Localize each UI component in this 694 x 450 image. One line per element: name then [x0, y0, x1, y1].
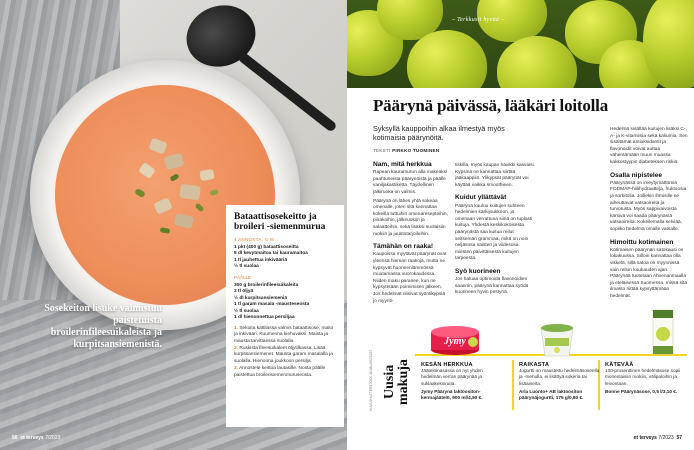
subheading: Kuidut yllättävät	[455, 194, 507, 202]
body-paragraph: Päärynässä on imeytymättömiä FODMAP-hiilihydraatteja, fruktoosia ja sorbitolia. Joillekin ihmisille ne aiheuttavat vatsaoireita ja turvotusta. Myös sappivaivoista kärsivä voi saada päärynästä vatsaoireita. Kokeilemalla selviää, sopiiko hedelmä omalle vatsalle.	[610, 180, 687, 233]
article-headline: Päärynä päivässä, lääkäri loitolla	[373, 96, 608, 115]
section-tag: – Terkkusti hyvää –	[452, 17, 505, 23]
product-description: Jogurtti on maustettu hedelmäsoseella ja -mehulla, ei lisättyä sokeria tai lisäaineita.	[519, 368, 600, 386]
body-paragraph: Rapean kauramurun alla makeaksi paahtuneista päärynöistä ja päälle vaniljakastiketta. Täydellinen jälkiruoka on valmis.	[373, 170, 448, 195]
body-paragraph: Päärynä kuuluu kuitujen suhteen hedelmien kärkijoukkoon, ja omenaan verrattuna siinä on tuplasti kuituja. Yhdestä keskikokoisesta päärynästä saa kuitua reilut seitsemän grammaa, mikä on noin neljäsosa naisten ja viidesosa miesten päivittäisestä kuitujen tarpeesta.	[455, 203, 533, 262]
puree-carton-image	[649, 306, 677, 356]
subheading: Himoittu kotimainen	[610, 238, 674, 246]
subheading: Osalla nipistelee	[610, 171, 663, 179]
folio-right: et terveys 7/2023 57	[633, 435, 682, 441]
body-paragraph: Hedelmä sisältää kuitujen lisäksi C-, A- ja K-vitamiinia sekä kaliumia. Sen sisältämät antioksidantit ja flavonoidit voivat auttaa vähentämään muun muassa kakkostyypin diabeteksen riskiä.	[610, 127, 688, 166]
yogurt-cup-image	[537, 322, 577, 358]
photo-credit: KUVA SHUTTERSTOCK JA VALMISTAJAT	[369, 349, 373, 411]
product-meta: Bonne Päärynäsose, 0,5 l/3,10 €.	[605, 389, 678, 395]
ingredient-item: 1 tl garam masala -mausteseosta	[234, 302, 310, 308]
ingredient-item: 1 pkt (400 g) bataattisoseitta	[234, 244, 299, 250]
article-column-2	[455, 163, 535, 299]
recipe-card	[226, 205, 344, 427]
product-description: 100-prosenttinen hedelmäsose sopii monenlaisiin ruokiin, välipaloihin ja leivontaan.	[605, 368, 681, 386]
recipe-steps	[234, 326, 336, 380]
ice-cream-tub-image	[429, 322, 481, 356]
pear-image	[347, 0, 694, 88]
ingredient-item: ½ tl suolaa	[234, 264, 259, 270]
recipe-step: 1. Sekoita kattilassa valmis bataattisose, maito ja inkivääri. Kuumenna kiehuvaksi. Maista ja mausta tarvittaessa suolalla.	[234, 325, 334, 344]
brand-logo-text: Jymy	[444, 336, 466, 347]
article-lede: Syksyllä kauppoihin alkaa ilmestyä myös kotimaisia päärynöitä.	[373, 124, 505, 143]
ingredient-item: 5 dl kevytmaitoa tai kauramaitoa	[234, 251, 308, 257]
article-column-1	[373, 160, 449, 307]
product-heading: KÄTEVÄÄ	[605, 362, 634, 368]
photo-caption: Sosekeiton lisuke valmistuu paistetuista broilerinfileesuikaleista ja kurpitsansiemenistä.	[44, 303, 162, 350]
product-description: Jäätelöinasassa on nyt yhden hedelmän verran päärynää ja suklaakeksiruita.	[421, 368, 483, 386]
article-column-3	[610, 127, 688, 303]
body-paragraph: Kotimaisen päärynän satokausi on lokakuussa. Silloin kannattaa olla vikkelä, sillä satoa on myynnissä vain reilun kuukauden ajan. Päärynää tuotetaan Ahvenanmaalla ja eteläisessä Suomessa, missä sitä ilmasto riittää kypsyttämään hedelmät.	[610, 247, 688, 299]
product-heading: RAIKASTA	[519, 362, 550, 368]
body-paragraph: tiskillä, myös kaupan hävikki kasvaisi. Kypsinä ne kannattaa siirtää jääkaappiin. Ylikypsät päärynät voi käyttää vaikka smoothieen.	[455, 163, 535, 188]
recipe-servings: 4 ANNOSTA, G M	[234, 236, 275, 242]
subheading: Nam, mitä herkkua	[373, 161, 432, 168]
body-paragraph: Päärynä on lähes yhtä sokeaa omenalle, joten sitä kannattaa kokeilla tuttuihin omenaresepteihin, piirakoihin, jälkiruokiin ja salaatteihin, sekä lisäksi suolaisiin ruokiin ja juustotarjoiluihin.	[373, 198, 448, 237]
ingredient-item: 1 tl jauhettua inkivääriä	[234, 257, 288, 263]
ingredient-item: 300 g broilerinfileesuikaleita	[234, 282, 299, 288]
body-paragraph: Jos haluaa optimoida flavonoidien saannin, päärynä kannattaa syödä kuorineen hyvin pestynä.	[455, 277, 529, 296]
topping-ingredient-list	[234, 283, 336, 322]
divider	[512, 360, 514, 410]
subheading: Syö kuorineen	[455, 268, 501, 276]
recipe-step: 3. Annostele keittoa lautasille. Nosta päälle paistettua broilerisiemenmuruseosta.	[234, 366, 326, 378]
folio-left: 56 et terveys 7/2023	[12, 435, 61, 441]
ingredient-item: 1 dl hienonnettua persiljaa	[234, 315, 295, 321]
new-flavours-box	[369, 336, 689, 424]
product-item	[421, 336, 503, 402]
product-meta: Jymy Päärynä laktoositon-kermajäätelö, 900 ml/4,50 €.	[421, 389, 483, 401]
recipe-step: 2. Ruskista fileesuikaleet öljytilkassa. Lisää kurpitsansiemenet. Mausta garam masalalla ja suolalla. Hienonna joukkoon persilja.	[234, 345, 333, 364]
ingredient-list	[234, 245, 336, 271]
product-heading: KESÄN HERKKUA	[421, 362, 473, 368]
box-title: Uusia makuja	[382, 359, 411, 405]
ingredient-item: 2 tl öljyä	[234, 289, 254, 295]
product-meta: Arla Luonto+ AB laktoositon päärynäjogurtti, 175 g/0,80 €.	[519, 389, 584, 401]
subheading: Tämähän on raaka!	[373, 243, 434, 251]
recipe-section-label: PÄÄLLE	[234, 274, 252, 280]
product-item	[519, 362, 601, 402]
ingredient-item: ½ dl kurpitsansiemeniä	[234, 295, 288, 301]
recipe-title: Bataattisosekeitto ja broileri -siemenmurua	[234, 212, 326, 233]
body-paragraph: Kaupoissa myytävät päärynät ovat yleensä hieman raakoja, mutta ne kypsyvät huoneenlämmössä muutamassa vuorokaudessa. Niiden maku paranee, kun ne kypsytetään poimimisen jälkeen. Jos hedelmät olisivat syöntikypsiä jo myynti-	[373, 252, 447, 304]
ingredient-item: ½ tl suolaa	[234, 308, 259, 314]
right-page	[347, 0, 694, 450]
article-byline: TEKSTI PIRKKO TUOMINEN	[373, 148, 440, 153]
product-item	[605, 362, 687, 395]
